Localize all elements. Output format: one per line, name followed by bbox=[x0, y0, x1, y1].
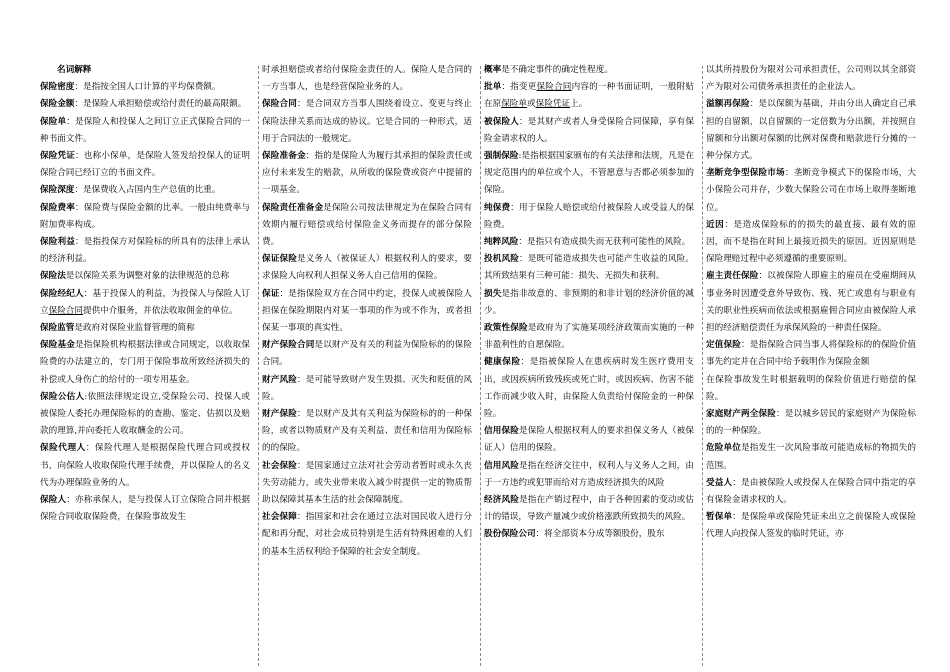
definition-entry bbox=[40, 320, 250, 337]
definition-text: 上。 bbox=[570, 99, 588, 110]
definition-text: 是指在产销过程中，由于各种因素的变动或估计的错误，导致产量减少或价格涨跌所致损失的风险。 bbox=[484, 495, 694, 523]
definition-entry bbox=[706, 440, 916, 474]
definition-text: ：是可能导致财产发生毁损、灭失和贬值的风险。 bbox=[262, 374, 472, 402]
definition-entry bbox=[40, 268, 250, 285]
definition-entry bbox=[484, 62, 694, 79]
definition-term: 保险经纪人 bbox=[40, 288, 84, 299]
definition-term: 社会保险 bbox=[262, 460, 298, 471]
definition-term: 损失 bbox=[484, 288, 502, 299]
definition-entry bbox=[40, 79, 250, 96]
definition-entry bbox=[40, 286, 250, 320]
definition-entry bbox=[484, 114, 694, 148]
definition-text: ：是保险单或保险凭证未出立之前保险人或保险代理人向投保人签发的临时凭证，亦 bbox=[706, 512, 916, 540]
definition-text: ：是指按全国人口计算的平均保费额。 bbox=[74, 82, 221, 93]
definition-text: ：指国家和社会在通过立法对国民收入进行分配和再分配，对社会成员特别是生活有特殊困难的人们的基本生活权利给予保障的社会安全制度。 bbox=[262, 512, 472, 557]
definition-term: 近因 bbox=[706, 219, 725, 230]
definition-text: 是不确定事件的确定性程度。 bbox=[501, 65, 613, 75]
definition-term: 定值保险 bbox=[706, 340, 742, 351]
definition-term: 信用风险 bbox=[484, 460, 520, 471]
text-column-4 bbox=[706, 62, 916, 668]
definition-text: 是政府为了实施某项经济政策而实施的一种非盈利性的自愿保险。 bbox=[484, 323, 694, 351]
definition-entry bbox=[484, 79, 694, 113]
definition-term: 保证保险 bbox=[262, 254, 298, 265]
definition-term: 保险基金 bbox=[40, 340, 76, 351]
definition-text: ：是国家通过立法对社会劳动者暂时或永久丧失劳动能力，或失业带来收入减少时提供一定的物质帮助以保障其基本生活的社会保障制度。 bbox=[262, 460, 472, 506]
definition-term: 保险公估人 bbox=[40, 391, 85, 402]
definition-text: ：是由被保险人或投保人在保险合同中指定的享有保险金请求权的人。 bbox=[706, 477, 916, 506]
definition-text: ：是指投保方对保险标的所具有的法律上承认的经济利益。 bbox=[40, 237, 250, 265]
definition-text: 是指在经济交往中，权利人与义务人之间，由于一方违约或犯罪而给对方造成经济损失的风险 bbox=[484, 460, 694, 488]
definition-entry bbox=[484, 200, 694, 234]
definition-entry bbox=[484, 354, 694, 423]
definition-text: 内容的一种书面证明，一般附贴在原 bbox=[484, 82, 694, 110]
definition-text: 是以财产及有关的利益为保险标的的保险合同。 bbox=[262, 340, 472, 368]
definition-term: 保险单 bbox=[40, 116, 67, 127]
definition-entry bbox=[706, 96, 916, 165]
definition-text: ：垄断竞争模式下的保险市场，大小保险公司并存，少数大保险公司在市场上取得垄断地位。 bbox=[706, 168, 916, 213]
definition-entry bbox=[484, 148, 694, 200]
text-column-2 bbox=[262, 62, 472, 668]
definition-entry bbox=[484, 526, 694, 543]
definition-entry bbox=[40, 96, 250, 113]
definition-term: 批单 bbox=[484, 82, 502, 93]
definition-text: 以其所持股份为限对公司承担责任，公司则以其全部资产为限对公司债务承担责任的企业法人。 bbox=[706, 65, 916, 93]
definition-term: 溢额再保险 bbox=[706, 99, 750, 110]
definition-text: :依照法律规定设立,受保险公司、投保人或被保险人委托办理保险标的的查勘、鉴定、估损以及赔款的理算,并向委托人收取酬金的公司。 bbox=[40, 391, 250, 437]
definition-term: 家庭财产两全保险 bbox=[706, 409, 777, 420]
definition-term: 财产保险 bbox=[262, 409, 298, 420]
definition-entry bbox=[484, 251, 694, 285]
definition-entry bbox=[706, 475, 916, 509]
definition-term: 纯粹风险 bbox=[484, 237, 519, 248]
definition-term: 强制保险 bbox=[484, 151, 519, 162]
definition-text: ：是保险人承担赔偿或给付责任的最高限额。 bbox=[74, 99, 247, 110]
definition-term: 受益人 bbox=[706, 477, 733, 488]
definition-text: 提供中介服务，并依法收取佣金的单位。 bbox=[83, 305, 238, 316]
definition-entry bbox=[262, 251, 472, 285]
definition-text: 是保险人根据权利人的要求担保义务人（被保证人）信用的保险。 bbox=[484, 426, 694, 454]
definition-entry bbox=[706, 217, 916, 269]
definition-term: 纯保费 bbox=[484, 202, 511, 213]
definition-entry bbox=[40, 182, 250, 199]
definition-entry bbox=[262, 406, 472, 458]
definition-entry bbox=[262, 372, 472, 406]
definition-entry bbox=[484, 492, 694, 526]
definition-entry bbox=[40, 389, 250, 441]
definition-term: 保险金额 bbox=[40, 99, 75, 110]
definition-term: 保险密度 bbox=[40, 82, 75, 93]
definition-term: 财产风险 bbox=[262, 374, 298, 385]
definition-term: 保险深度 bbox=[40, 185, 75, 196]
definition-text: ：基于投保人的利益，为投保人与保险人订立 bbox=[40, 288, 250, 316]
definition-text: ：是以城乡居民的家庭财产为保险标的的一种保险。 bbox=[706, 409, 916, 437]
definition-term: 被保险人 bbox=[484, 116, 520, 127]
definition-link[interactable]: 保险单 bbox=[501, 99, 527, 110]
definition-entry bbox=[40, 492, 250, 526]
definition-text: 是指非故意的、非预期的和非计划的经济价值的减少。 bbox=[484, 288, 694, 316]
definition-term: 保证 bbox=[262, 288, 280, 299]
section-heading: 名词解释 bbox=[57, 65, 92, 75]
definition-link[interactable]: 保险合同 bbox=[536, 82, 572, 93]
definition-entry bbox=[484, 286, 694, 320]
definition-term: 保险费率 bbox=[40, 202, 76, 213]
definition-term: 财产保险合同 bbox=[262, 340, 315, 351]
definition-text: 或 bbox=[527, 99, 536, 110]
definition-text: ：指变更 bbox=[501, 82, 537, 93]
definition-term: 雇主责任保险 bbox=[706, 271, 759, 282]
definition-entry bbox=[484, 234, 694, 251]
definition-entry bbox=[40, 337, 250, 389]
definition-text: ：也称小保单，是保险人签发给投保人的证明保险合同已经订立的书面文件。 bbox=[40, 151, 250, 179]
definition-text: 是保险公司按法律规定为在保险合同有效期内履行赔偿或给付保险金义务而提存的部分保险费。 bbox=[262, 202, 472, 248]
definition-term: 社会保障 bbox=[262, 512, 298, 523]
text-column-3 bbox=[484, 62, 694, 668]
column-divider bbox=[702, 66, 703, 666]
column-divider bbox=[480, 66, 481, 666]
definition-text: 在保险事故发生时根据载明的保险价值进行赔偿的保险。 bbox=[706, 374, 916, 402]
definition-text: ：保险费与保险金额的比率。一般由纯费率与附加费率构成。 bbox=[40, 202, 250, 230]
definition-text: ：指的是保险人为履行其承担的保险责任或应付未来发生的赔款，从所收的保险费或资产中提留的一项基金。 bbox=[262, 151, 472, 196]
definition-entry bbox=[262, 200, 472, 252]
definition-text: ：保险代理人是根据保险代理合同或授权书，向保险人收取保险代理手续费，并以保险人的名义代为办理保险业务的人。 bbox=[40, 443, 250, 488]
definition-text: 是义务人（被保证人）根据权利人的要求，要求保险人向权利人担保义务人自己信用的保险。 bbox=[262, 254, 472, 282]
definition-term: 经济风险 bbox=[484, 495, 520, 506]
definition-text: ：是保险人和投保人之间订立正式保险合同的一种书面文件。 bbox=[40, 116, 250, 144]
definition-entry bbox=[706, 509, 916, 543]
definition-link[interactable]: 保险凭证 bbox=[535, 99, 570, 110]
definition-text: ：以被保险人即雇主的雇员在受雇期间从事业务时因遭受意外导致伤、残、死亡或患有与职业有关的职业性疾病而依法或根据雇佣合同应由被保险人承担的经济赔偿责任为承保风险的一种责任保险。 bbox=[706, 271, 916, 334]
definition-text: ：是指只有造成损失而无获利可能性的风险。 bbox=[518, 237, 691, 248]
definition-term: 保险合同 bbox=[262, 99, 298, 110]
definition-text: ：是合同双方当事人围绕着设立、变更与终止保险法律关系而达成的协议。它是合同的一种形式，适用于合同法的一般规定。 bbox=[262, 99, 472, 144]
definition-entry bbox=[40, 234, 250, 268]
definition-entry bbox=[706, 62, 916, 96]
text-column-1 bbox=[40, 62, 250, 668]
definition-entry bbox=[262, 337, 472, 371]
definition-term: 股份保险公司 bbox=[484, 529, 536, 540]
definition-entry bbox=[40, 440, 250, 492]
definition-term: 政策性保险 bbox=[484, 323, 528, 334]
definition-text: ：是以保额为基础，并由分出人确定自己承担的自留额，以自留额的一定倍数为分出额，并按照自留额和分出额对保额的比例对保费和赔款进行分摊的一种分保方式。 bbox=[706, 99, 916, 162]
definition-entry bbox=[262, 509, 472, 561]
definition-entry bbox=[484, 458, 694, 492]
definition-term: 危险单位 bbox=[706, 443, 742, 454]
definition-entry bbox=[262, 96, 472, 148]
definition-term: 信用保险 bbox=[484, 426, 520, 437]
column-divider bbox=[258, 66, 259, 666]
definition-term: 投机风险 bbox=[484, 254, 520, 265]
definition-term: 保险监管 bbox=[40, 323, 75, 334]
definition-term: 保险人 bbox=[40, 495, 67, 506]
definition-entry bbox=[262, 286, 472, 338]
definition-entry bbox=[706, 372, 916, 406]
definition-entry bbox=[706, 406, 916, 440]
definition-term: 暂保单 bbox=[706, 512, 733, 523]
definition-entry bbox=[262, 62, 472, 96]
definition-text: :是指根据国家颁布的有关法律和法规，凡是在规定范围内的单位或个人，不管愿意与否都必须参加的保险。 bbox=[484, 151, 694, 196]
document-page bbox=[34, 62, 916, 668]
definition-term: 保险责任准备金 bbox=[262, 202, 324, 213]
definition-text: 是指发生一次风险事故可能造成标的物损失的范围。 bbox=[706, 443, 916, 471]
definition-text: ：是指保险双方在合同中约定，投保人或被保险人担保在保险期限内对某一事项的作为或不作为，或者担保某一事项的真实性。 bbox=[262, 288, 472, 334]
definition-term: 垄断竞争型保险市场 bbox=[706, 168, 785, 179]
definition-term: 保险代理人 bbox=[40, 443, 86, 454]
definition-text: 是政府对保险业监督管理的简称 bbox=[74, 323, 195, 334]
definition-text: ：是造成保险标的的损失的最直接、最有效的原因，而不是指在时间上最接近损失的原因。近因原则是保险理赔过程中必须遵循的重要原则。 bbox=[706, 219, 916, 265]
definition-entry bbox=[262, 148, 472, 200]
definition-text: ：是既可能造成损失也可能产生收益的风险。其所致结果有三种可能：损失、无损失和获利。 bbox=[484, 254, 694, 282]
definition-entry bbox=[706, 337, 916, 371]
definition-entry bbox=[484, 320, 694, 354]
definition-text: ：用于保险人赔偿或给付被保险人或受益人的保险费。 bbox=[484, 202, 694, 230]
definition-term: 概率 bbox=[484, 65, 502, 75]
definition-text: ：是指保险合同当事人将保险标的的保险价值事先约定并在合同中给予载明作为保险金额 bbox=[706, 340, 916, 368]
definition-entry bbox=[40, 148, 250, 182]
definition-term: 保险利益 bbox=[40, 237, 76, 248]
definition-text: ：是以财产及其有关利益为保险标的的一种保险，或者以物质财产及有关利益、责任和信用为保险标的的保险。 bbox=[262, 409, 472, 454]
definition-text: ：亦称承保人，是与投保人订立保险合同并根据保险合同收取保险费，在保险事故发生 bbox=[40, 495, 250, 523]
definition-entry bbox=[484, 423, 694, 457]
definition-term: 健康保险 bbox=[484, 357, 521, 368]
definition-text: ：将全部资本分成等额股份，股东 bbox=[535, 529, 665, 540]
definition-text: ：是其财产或者人身受保险合同保障，享有保险金请求权的人。 bbox=[484, 116, 694, 144]
definition-text: 是以保险关系为调整对象的法律规范的总称 bbox=[65, 271, 230, 282]
definition-link[interactable]: 保险合同 bbox=[48, 305, 83, 316]
definition-entry bbox=[262, 458, 472, 510]
definition-entry bbox=[40, 114, 250, 148]
definition-term: 保险凭证 bbox=[40, 151, 76, 162]
definition-term: 保险法 bbox=[40, 271, 66, 282]
definition-text: ：是保费收入占国内生产总值的比重。 bbox=[74, 185, 221, 196]
definition-entry bbox=[40, 200, 250, 234]
definition-text: 时承担赔偿或者给付保险金责任的人。保险人是合同的一方当事人，也是经营保险业务的人。 bbox=[262, 65, 472, 93]
definition-text: 是指保险机构根据法律或合同规定，以收取保险费的办法建立的，专门用于保险事故所致经济损失的补偿或人身伤亡的给付的一项专用基金。 bbox=[40, 340, 250, 385]
definition-text: ：是指被保险人在患疾病时发生医疗费用支出，或因疾病所致残疾或死亡时，或因疾病、伤害不能工作而减少收入时，由保险人负责给付保险金的一种保险。 bbox=[484, 357, 694, 420]
definition-term: 保险准备金 bbox=[262, 151, 306, 162]
definition-entry bbox=[706, 268, 916, 337]
definition-entry bbox=[706, 165, 916, 217]
